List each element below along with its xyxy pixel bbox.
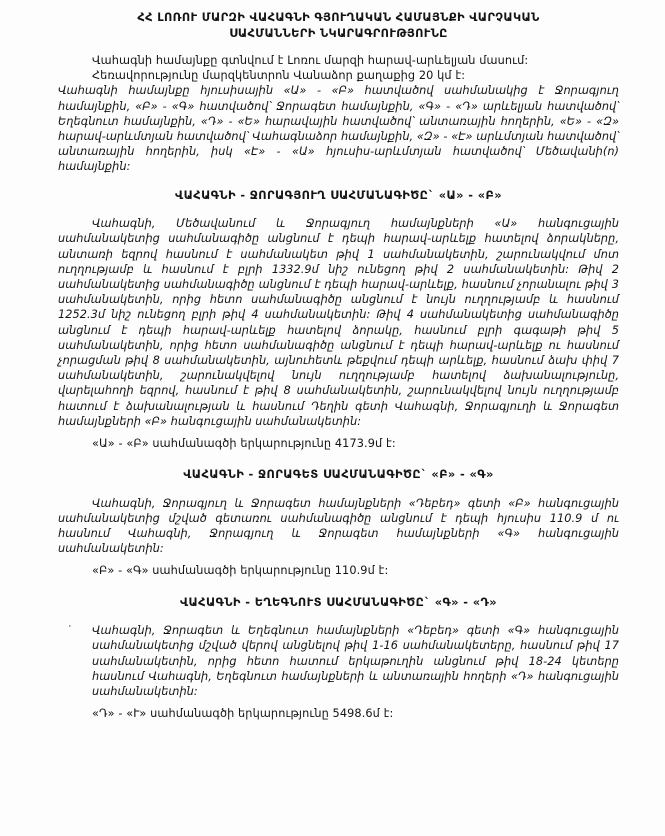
section-length-vahagni-joragyugh: «Ա» - «Բ» սահմանագծի երկարությունը 4173.9մ է: [92, 436, 396, 450]
page-title-line-1: ՀՀ ԼՈՌՈՒ ՄԱՐԶԻ ՎԱՀԱԳՆԻ ԳՅՈՒՂԱԿԱՆ ՀԱՄԱՅՆՔԻ ՎԱՐՉԱԿԱՆ [137, 10, 540, 24]
section-heading-vahagni-joragyugh: ՎԱՀԱԳՆԻ - ՋՈՐԱԳՅՈՒՂ ՍԱՀՄԱՆԱԳԻԾԸ` «Ա» - «Բ» [175, 187, 502, 202]
page-title-line-2: ՍԱՀՄԱՆՆԵՐԻ ՆԿԱՐԱԳՐՈՒԹՅՈՒՆԸ [229, 25, 448, 40]
spacer [58, 699, 619, 706]
section-length-vahagni-yeghegnut: «Դ» - «Ւ» սահմանագծի երկարությունը 5498.6մ է: [92, 707, 394, 721]
section-heading-vahagni-yeghegnut: ՎԱՀԱԳՆԻ - ԵՂԵԳՆՈՒՏ ՍԱՀՄԱՆԱԳԻԾԸ` «Գ» - «Դ» [179, 594, 498, 609]
spacer [58, 175, 619, 188]
spacer [58, 451, 619, 467]
section-body-vahagni-yeghegnut [58, 623, 619, 699]
spacer [58, 203, 619, 216]
page-title [58, 10, 619, 41]
paragraph-bullet-mark: ˙ [66, 624, 72, 638]
spacer [58, 483, 619, 496]
spacer [58, 429, 619, 436]
spacer [58, 579, 619, 595]
intro-paragraph-2: Հեռավորությունը մարզկենտրոն Վանաձոր քաղաքից 20 կմ է: [92, 69, 466, 83]
spacer [58, 556, 619, 563]
intro-paragraph-3: Վահագնի համայնքը հյուսիսային «Ա» - «Բ» հատվածով սահմանակից է Ջորագյուղ համայնքին, «Բ» - «Գ» հատվածով՝ Ջորագետ համայնքին, «Գ» - «Դ» արևելյան հատվածով՝ Եղեգնուտ համայնքին, «Դ» - «Ե» հարավային հատվածով՝ անտառային հողերին, «Ե» - «Զ» հարավ-արևմտյան հատվածով՝ Վահագնաձոր համայնքին, «Զ» - «Է» արևմտյան հատվածով՝ անտառային հողերին, իսկ «Է» - «Ա» հյուսիս-արևմտյան հատվածով՝ Մեծավանի(ո) համայնքին: [58, 84, 619, 174]
intro-paragraph-1: Վահագնի համայնքը գտնվում է Լոռու մարզի հարավ-արևելյան մասում: [92, 54, 529, 67]
section-length-vahagni-joraget: «Բ» - «Գ» սահմանագծի երկարությունը 110.9մ է: [92, 564, 389, 578]
section-body-vahagni-joraget: Վահագնի, Ջորագյուղ և Ջորագետ համայնքների «Դեբեդ» գետի «Բ» հանգուցային սահմանակետից մշված գետառու սահմանագիծը անցնում է դեպի հյուսիս 110.9 մ ու հասնում Վահագնի, Ջորագյուղ և Ջորագետ համայնքների «Գ» հանգուցային սահմանակետին: [58, 496, 619, 556]
section-body-vahagni-joragyugh: Վահագնի, Մեծավանում և Ջորագյուղ համայնքների «Ա» հանգուցային սահմանակետից սահմանագիծը անցնում է դեպի հարավ-արևելք հատելով ձորակները, անտառի եզրով հասնում է սահմանակետ թիվ 1 սահմանակետին, շարունակվում մոտ ուղղությամբ և հասնում է բլրի 1332.9մ նիշ ունեցող թիվ 2 սահմանակետին: Թիվ 2 սահմանակետից սահմանագիծը անցնում է դեպի հարավ-արևելք, հասնում չորանալու թիվ 3 սահմանակետին, որից հետո սահմանագիծը անցնում է նույն ուղղությամբ և հասնում 1252.3մ նիշ ունեցող բլրի թիվ 4 սահմանակետին: Թիվ 4 սահմանակետից սահմանագիծը անցնում է դեպի հարավ-արևելք հատելով ձորակը, հասնում բլրի գագաթի թիվ 5 սահմանակետին, որից հետո սահմանագիծը անցնում է դեպի հարավ-արևելք ու հասնում չորացման թիվ 8 սահմանակետին, այնուհետև թեքվում դեպի արևելք, հասնում ձախ փիվ 7 սահմանակետին, շարունակվելով նույն ուղղությամբ հատելով ձախանալությունը, վարելահողի եզրով, հասնում է թիվ 8 սահմանակետին, շարունակվելով նույն ուղղությամբ հատում է ձախանալության և հասնում Դեղին գետի Վահագնի, Ջորագյուղի և Ջորագետ համայնքների «Բ» հանգուցային սահմանակետին: [58, 217, 619, 428]
spacer [58, 610, 619, 623]
section-heading-vahagni-jորaget: ՎԱՀԱԳՆԻ - ՋՈՐԱԳԵՏ ՍԱՀՄԱՆԱԳԻԾԸ` «Բ» - «Գ» [183, 467, 494, 482]
section-body-text: Վահագնի, Ջորագետ և Եղեգնուտ համայնքների «Դեբեդ» գետի «Գ» հանգուցային սահմանակետից մշված վերով անցնելով թիվ 1-16 սահմանակետերը, հասնում թիվ 17 սահմանակետին, որից հետո հատում երկաթուղին անցնում թիվ 18-24 կետերը հասնում Վահագնի, Եղեգնուտ համայնքների և անտառային հողերի «Դ» հանգուցային սահմանակետին: [92, 624, 619, 698]
